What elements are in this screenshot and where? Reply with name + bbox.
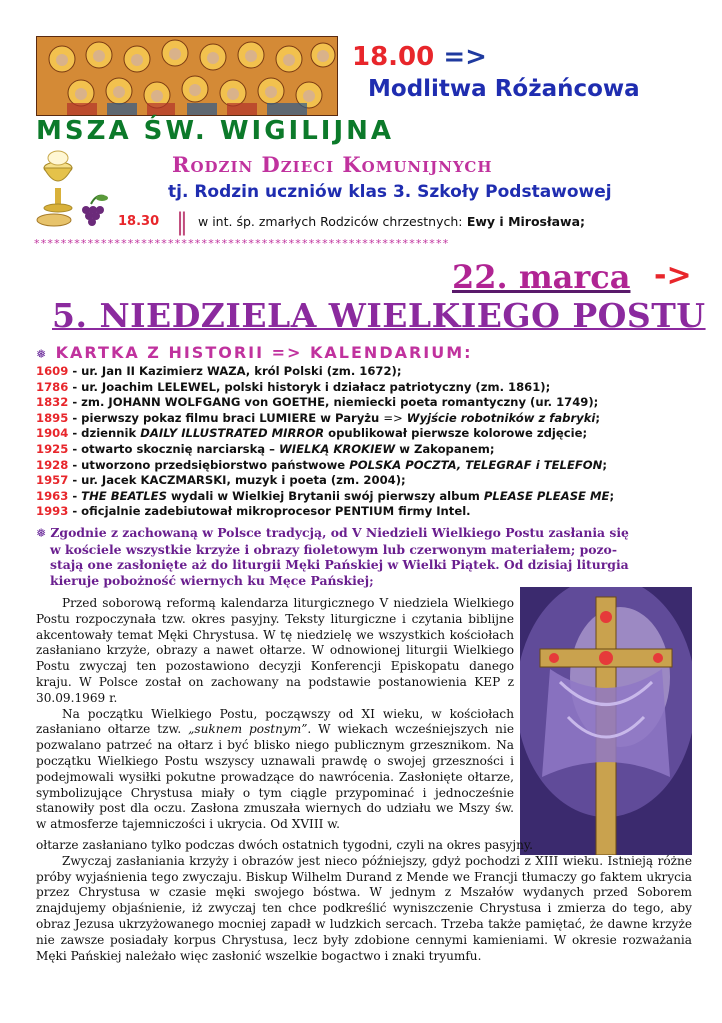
intention-prefix: w int. śp. zmarłych Rodziców chrzestnych:: [198, 214, 463, 229]
intention-names: Ewy i Mirosława;: [466, 214, 586, 229]
list-item: 1928 - utworzono przedsiębiorstwo państwowe POLSKA POCZTA, TELEGRAF i TELEFON;: [36, 457, 607, 472]
vigil-mass-time: 18.30: [118, 214, 160, 229]
date-arrow: ->: [654, 258, 692, 293]
rosary-arrow: =>: [443, 42, 487, 72]
tradition-paragraph: [36, 525, 694, 588]
list-item: 1904 - dziennik DAILY ILLUSTRATED MIRROR opublikował pierwsze kolorowe zdjęcie;: [36, 426, 588, 441]
list-item: 1993 - oficjalnie zadebiutował mikroprocesor PENTIUM firmy Intel.: [36, 504, 471, 519]
history-heading: [36, 343, 473, 362]
tradition-line: Zgodnie z zachowaną w Polsce tradycją, od V Niedzieli Wielkiego Postu zasłania się: [50, 525, 629, 540]
communion-families-title: Rodzin Dzieci Komunijnych: [172, 152, 493, 177]
body-paragraph: Na początku Wielkiego Postu, począwszy od XI wieku, w kościołach zasłaniano ołtarze tzw. „suknem postnym”. W wiekach wcześniejszych nie pozwalano patrzeć na ołtarz i być blisko niego publicznym grzesznikom. Na początku Wielkiego Postu wszyscy uznawali prawdę o swojej grzeszności i podejmowali wysiłki pokutne prowadzące do nawrócenia. Zasłonięte ołtarze, symbolizujące Chrystusa miały o tym ciągle przypominać i jednocześnie stanowiły post dla oczu. Zasłona zmuszała wiernych do udziału we Mszy św. w atmosferze tajemniczości i ukrycia. Od XVIII w.: [36, 706, 514, 832]
tradition-line: w kościele wszystkie krzyże i obrazy fioletowym lub czerwonym materiałem; pozo-: [50, 541, 617, 557]
vigil-mass-title: MSZA ŚW. WIGILIJNA: [36, 116, 395, 146]
rosary-time-value: 18.00: [352, 42, 435, 72]
body-paragraph: Zwyczaj zasłaniania krzyży i obrazów jest nieco późniejszy, gdyż pochodzi z XIII wieku. Istnieją różne próby wyjaśnienia tego zwyczaju. Biskup Wilhelm Durand z Mende we Francji tłumaczy go faktem ukrycia przez Chrystusa w czasie męki swojego bóstwa. W jednym z Mszałów wydanych przed Soborem znajdujemy objaśnienie, iż zwyczaj ten chce podkreślić wyniszczenie Chrystusa i zmierza do tego, aby obraz Jezusa ukrzyżowanego mocniej zapadł w ludzkich sercach. Trzeba także pamiętać, że dawne krzyże nie zawsze posiadały korpus Chrystusa, lecz były zdobione cennymi kamieniami. W okresie rozważania Męki Pańskiej należało więc zasłonić wszelkie bogactwo i znaki tryumfu.: [36, 853, 692, 963]
veiled-cross-image: [520, 587, 692, 855]
list-item: 1609 - ur. Jan II Kazimierz WAZA, król Polski (zm. 1672);: [36, 364, 402, 378]
tradition-line: stają one zasłonięte aż do liturgii Męki Pańskiej w Wielki Piątek. Od dzisiaj liturgia: [50, 557, 629, 572]
star-separator: **************************************************************: [34, 237, 450, 250]
students-subtitle: tj. Rodzin uczniów klas 3. Szkoły Podstawowej: [168, 182, 612, 202]
history-list: [36, 364, 696, 520]
mass-intention: [198, 214, 585, 229]
snowflake-icon: ❅: [36, 526, 47, 540]
snowflake-icon: ❅: [36, 347, 49, 361]
body-paragraph: ołtarze zasłaniano tylko podczas dwóch ostatnich tygodni, czyli na okres pasyjny.: [36, 838, 533, 852]
list-item: 1786 - ur. Joachim LELEWEL, polski historyk i działacz patriotyczny (zm. 1861);: [36, 379, 551, 394]
rosary-prayer-title: Modlitwa Różańcowa: [368, 76, 640, 102]
sunday-date: 22. marca: [452, 258, 631, 296]
body-paragraph: Przed soborową reformą kalendarza liturgicznego V niedziela Wielkiego Postu rozpoczynała tzw. okres pasyjny. Teksty liturgiczne i czytania biblijne akcentowały temat Męki Chrystusa. W tę niedzielę we wszystkich kościołach zasłaniano krzyże, obrazy a nawet ołtarze. W odnowionej liturgii Wielkiego Postu zwyczaj ten pozostawiono decyzji Konferencji Episkopatu danego kraju. W Polsce został on zachowany na podstawie postanowienia KEP z 30.09.1969 r.: [36, 596, 514, 705]
list-item: 1957 - ur. Jacek KACZMARSKI, muzyk i poeta (zm. 2004);: [36, 473, 406, 488]
body-paragraphs-wide: [36, 838, 692, 964]
bracket-divider: ‖: [176, 208, 188, 236]
tradition-line: kieruje pobożność wiernych ku Męce Pańskiej;: [50, 572, 374, 588]
body-paragraphs-narrow: [36, 596, 514, 833]
list-item: 1925 - otwarto skocznię narciarską – WIELKĄ KROKIEW w Zakopanem;: [36, 441, 495, 456]
list-item: 1832 - zm. JOHANN WOLFGANG von GOETHE, niemiecki poeta romantyczny (ur. 1749);: [36, 395, 599, 410]
list-item: 1963 - THE BEATLES wydali w Wielkiej Brytanii swój pierwszy album PLEASE PLEASE ME;: [36, 488, 615, 503]
list-item: 1895 - pierwszy pokaz filmu braci LUMIERE w Paryżu => Wyjście robotników z fabryki;: [36, 410, 601, 425]
history-heading-text: KARTKA Z HISTORII => KALENDARIUM:: [55, 343, 473, 362]
sunday-title: 5. NIEDZIELA WIELKIEGO POSTU: [52, 296, 706, 335]
chalice-icon: [36, 150, 110, 230]
pentecost-icon-image: [36, 36, 338, 116]
rosary-time: [352, 42, 487, 72]
